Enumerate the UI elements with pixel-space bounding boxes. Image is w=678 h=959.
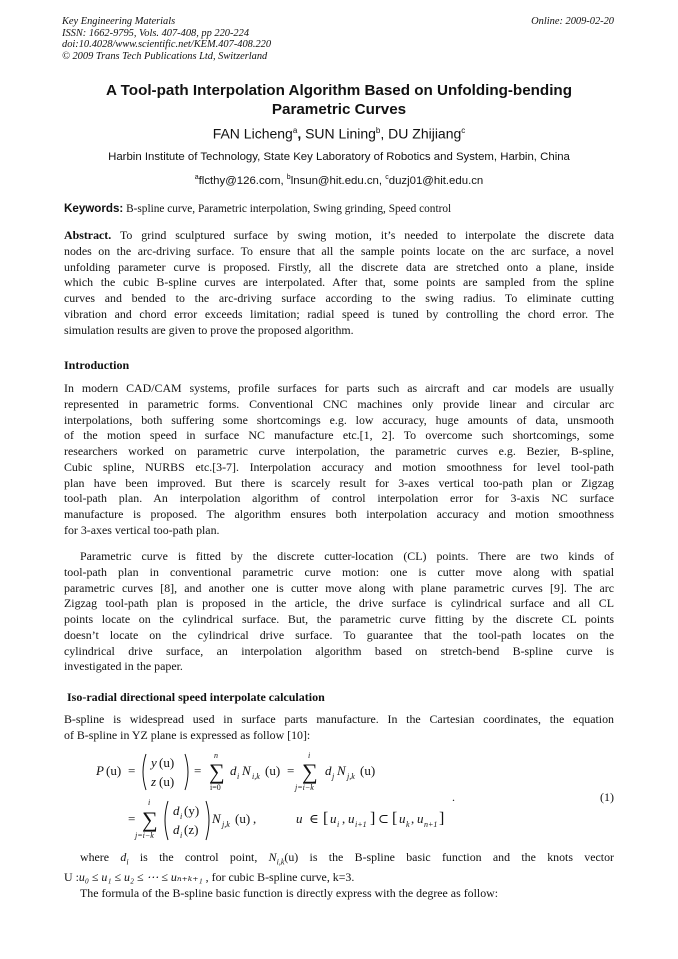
eq-un1: u [417,811,424,826]
eq-bracket-open-2: [ [392,810,398,827]
eq-bracket-close-1: ] [370,810,376,827]
eq-N-u: (u) [265,763,281,778]
eq-N-2-sub: j,k [222,820,230,829]
online-date: Online: 2009-02-20 [531,16,614,27]
where-rest: is the B-spline basic function and the knots vector [298,850,614,864]
author-list: FAN Licheng$^a$, SUN Lining$^b$, DU Zhijiang$^c$ [212,125,466,142]
eq-ui1-sub: i+1 [355,820,367,829]
paragraph-line: Cubic spline, NURBS etc.[3-7]. Interpolation accuracy and motion smoothness for level tool-path [64,459,614,474]
abstract-line: which the cubic B-spline curves are interpolated. After that, some points are sampled from the spline [64,275,614,290]
where-N-sub: i,k [276,857,285,867]
eq-right-paren [185,754,188,790]
eq-sum-1: ∑ [209,759,225,784]
email-3-sup: c [385,174,389,181]
eq-un1-sub: n+1 [424,820,438,829]
eq-d-y-arg: (y) [184,803,200,818]
abstract [64,228,614,338]
affiliation: Harbin Institute of Technology, State Key Laboratory of Robotics and System, Harbin, China [108,151,570,163]
paragraph-line: tool-path plan. An interpolation algorithm of control interpolation error for 3-axis NC surface [64,491,614,506]
abstract-line: unfolding parameter curve is proposed. Firstly, all the discrete data are stretched onto a plane, inside [64,259,614,274]
eq-right-paren-2 [206,801,209,840]
issn-line: ISSN: 1662-9795, Vols. 407-408, pp 220-224 [62,27,250,39]
author-2: SUN Lining [305,125,376,142]
author-1: FAN Licheng [212,125,293,142]
basis-function-line: The formula of the B-spline basic function is directly express with the degree as follow: [80,885,499,900]
eq-z-u: (u) [159,774,175,789]
section-heading-iso-radial: Iso-radial directional speed interpolate calculation [67,690,325,704]
eq-d-sub: i [237,772,240,781]
copyright-line: © 2009 Trans Tech Publications Ltd, Switzerland [62,50,268,62]
eq-equals-3: = [287,763,295,778]
eq-subset: ⊂ [378,811,389,826]
eq-d: d [230,763,237,778]
eq-ui1: u [348,811,355,826]
knots-tail: , for cubic B-spline curve, k=3. [202,870,355,885]
eq-comma-3: , [411,811,415,826]
paragraph-line: parametric curves [8], and another one is cutter move along with plane parametric curves [9]. The arc [64,580,614,595]
eq-sum-2-bottom: j=i−k [295,783,314,792]
eq-dj: d [325,763,332,778]
introduction-paragraph-2 [64,549,614,675]
eq-N-2: N [212,811,221,826]
where-word: where [80,850,121,864]
eq-uk: u [399,811,406,826]
paragraph-line: Zigzag tool-path plan is proposed in the article, the drive surface is cylindrical surface and all CL [64,596,614,611]
eq-d-z: d [173,822,180,837]
where-line [64,850,614,870]
paragraph-line: interpolations, both suffering some shortcomings e.g. low accuracy, huge amounts of data, unsmooth [64,412,614,427]
abstract-line: curves and bended to the arc-driving surface according to the swing radius. To eliminate cutting [64,291,614,305]
abstract-line [64,228,614,244]
author-emails [60,171,618,188]
email-2: lnsun@hit.edu.cn, [290,174,386,187]
eq-sum-1-bottom: i=0 [210,783,221,792]
eq-sum-3: ∑ [142,807,158,832]
where-N-arg: (u) [284,850,299,864]
where-d: d [120,850,127,864]
abstract-line: nodes on the arc-driving surface. To ensure that all the sample points locate on the arc surface, a novel [64,243,614,258]
eq-sum-2-top: i [308,751,311,760]
eq-d-y: d [173,803,180,818]
eq-sum-1-top: n [214,751,218,760]
knots-line [64,870,614,886]
author-1-sup: a [292,126,298,135]
eq-bracket-open-1: [ [323,810,329,827]
author-2-sup: b [375,126,381,135]
eq-d-z-sub: i [180,831,183,840]
eq-y-u: (u) [159,755,175,770]
eq-u: (u) [106,763,122,778]
title-line-2: Parametric Curves [271,101,407,118]
eq-equals-2: = [194,763,202,778]
author-3-sup: c [461,126,466,135]
paragraph-line: cylindrical drive surface, an interpolation algorithm based on stretch-bend B-spline curve is [64,643,614,658]
after-equation-text [64,850,614,902]
eq-d-z-arg: (z) [184,822,199,837]
paragraph-line: researchers worked on parametric curve interpolation, the parametric curves e.g. Bezier, B-spline, [64,444,614,458]
introduction-paragraph-1 [64,381,614,539]
eq-ui-sub: i [337,820,340,829]
eq-left-paren-2 [165,801,168,840]
eq-left-paren [143,754,146,790]
eq-sum-3-bottom: j=i−k [135,831,154,840]
paragraph-line: investigated in the paper. [64,659,183,674]
introduction-heading: Introduction [64,358,130,372]
paragraph-line: tool-path plan in conventional parametric curve motion: one is cutter move along with spatial [64,564,614,579]
eq-equals: = [128,763,136,778]
eq-bracket-close-2: ] [439,810,445,827]
knots-sequence: u₀ ≤ u₁ ≤ u₂ ≤ ⋯ ≤ uₙ₊ₖ₊₁ [78,870,203,885]
abstract-label: Abstract. [64,228,112,242]
eq-y: y [151,755,157,770]
eq-Nj-u: (u) [360,763,376,778]
title-line-1: A Tool-path Interpolation Algorithm Based on Unfolding-bending [106,82,572,99]
doi-line: doi:10.4028/www.scientific.net/KEM.407-408.220 [62,39,272,50]
keywords-text: B-spline curve, Parametric interpolation, Swing grinding, Speed control [126,203,452,215]
where-control-point: is the control point, [128,850,269,864]
eq-equals-4: = [128,811,136,826]
eq-N-sub: i,k [252,772,260,781]
paragraph-line: In modern CAD/CAM systems, profile surfaces for parts such as aircraft and car models are usually [64,381,614,395]
knots-U: U [64,870,73,885]
email-2-sup: b [286,174,291,181]
keywords [64,202,451,216]
eq-dj-sub: j [332,772,335,781]
paragraph-line: for 3-axes vertical too-path plan. [64,522,220,537]
where-N: N [268,850,277,864]
where-d-sub: i [126,857,129,867]
eq-period: . [452,790,455,804]
paragraph-line: manufacture is proposed. The algorithm ensures both interpolation accuracy and motion smoothness [64,507,614,521]
knots-colon: : [72,870,79,885]
eq-P: P [96,763,104,778]
eq-sum-3-top: i [148,798,151,807]
eq-Nj-sub: j,k [347,772,355,781]
paragraph-line: doesn’t locate on the cylindrical drive surface. To guarantee that the tool-path locates on the [64,627,614,642]
eq-z: z [151,774,157,789]
bspline-paragraph [64,712,614,744]
eq-comma: , [253,811,257,826]
eq-in: ∈ [309,811,319,826]
eq-Nj: N [337,763,346,778]
abstract-line-text: To grind sculptured surface by swing motion, it’s needed to interpolate the discrete data [111,228,614,242]
keywords-label: Keywords: [64,202,124,215]
eq-comma-2: , [342,811,346,826]
author-3: DU Zhijiang [388,125,462,142]
paragraph-line: points locate on the cylindrical surface. But, the parametric curve fitting by the discrete CL points [64,612,614,626]
eq-ui: u [330,811,337,826]
eq-sum-2: ∑ [302,759,318,784]
email-1: flcthy@126.com, [198,174,287,187]
eq-d-y-sub: i [180,812,183,821]
paragraph-line: B-spline is widespread used in surface parts manufacture. In the Cartesian coordinates, the equation [64,712,614,726]
email-3: duzj01@hit.edu.cn [388,174,484,187]
equation-1 [90,748,470,843]
paragraph-line: Parametric curve is fitted by the discrete cutter-location (CL) points. There are two kinds of [80,549,614,563]
eq-N: N [242,763,251,778]
eq-uk-sub: k [406,820,410,829]
eq-u-var: u [296,811,303,826]
email-1-sup: a [194,174,199,181]
paragraph-line: of B-spline in YZ plane is expressed as follow [10]: [64,727,311,742]
eq-N-2-u: (u) [235,811,251,826]
abstract-line: simulation results are given to prove the proposed algorithm. [64,322,354,337]
paragraph-line: of the motion speed in surface NC manufacture etc.[1, 2]. To overcome such shortcomings, some [64,428,614,443]
equation-number: (1) [600,790,614,804]
journal-name: Key Engineering Materials [62,16,176,27]
paper-title [60,81,618,119]
paragraph-line: plan have been improved. But there is scarcely result for 3-axes vertical too-path plan or Zigzag [64,475,614,490]
journal-header [62,16,271,62]
abstract-line: vibration and chord error exceeds limitation; radial speed is tuned by controlling the chord error. The [64,306,614,321]
paragraph-line: represented in parametric forms. Conventional CNC machines only provide linear and circular arc [64,396,614,411]
